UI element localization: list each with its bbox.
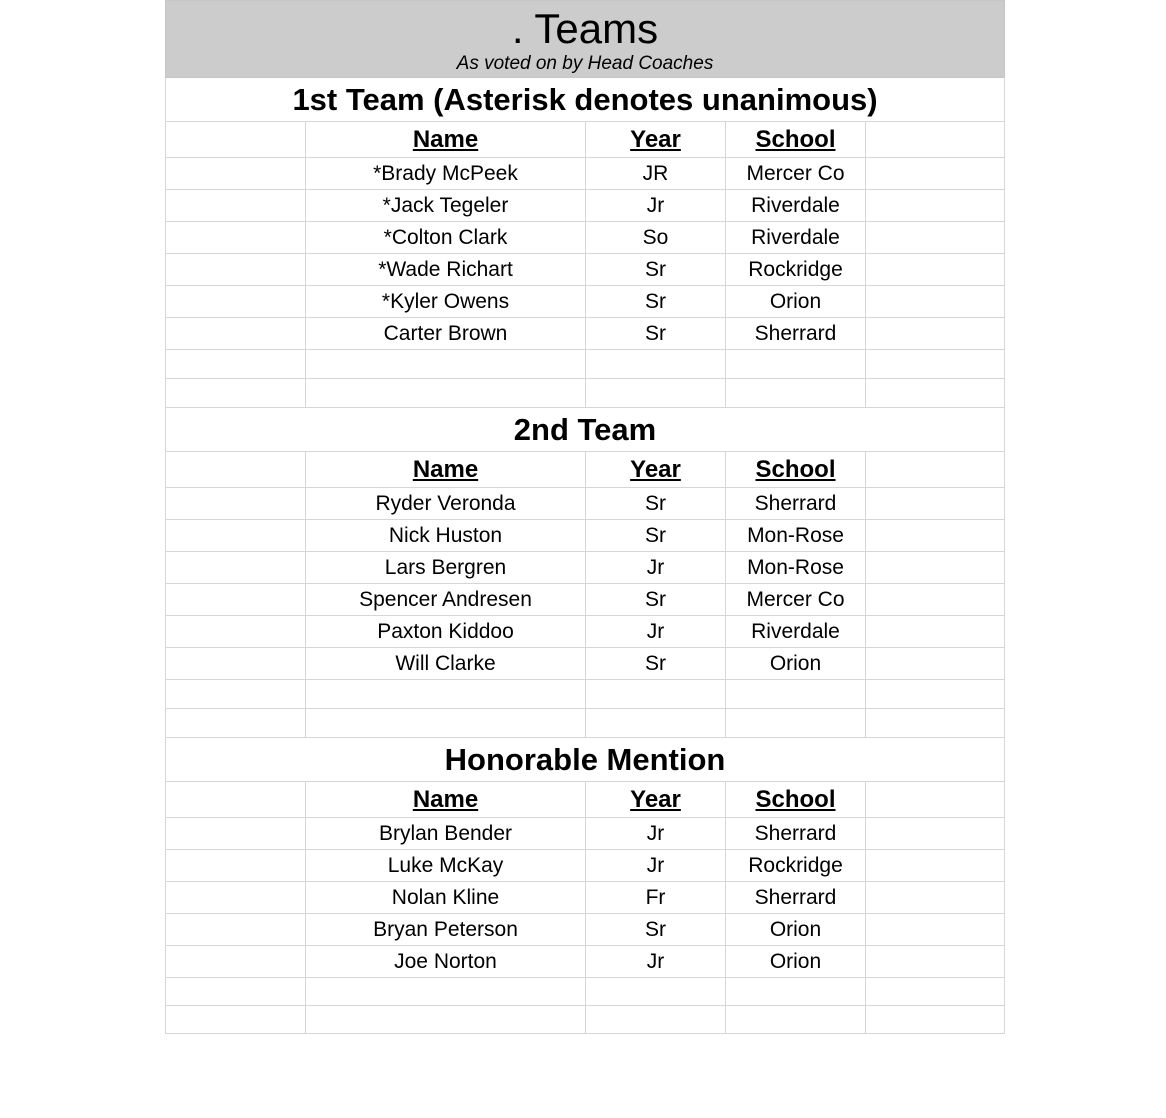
empty-cell[interactable]	[725, 350, 865, 378]
empty-cell[interactable]	[165, 914, 305, 945]
section-title-row	[165, 408, 1005, 452]
empty-cell[interactable]	[725, 1006, 865, 1033]
empty-cell[interactable]	[585, 379, 725, 407]
empty-cell[interactable]	[865, 709, 1005, 737]
player-school-cell[interactable]: Sherrard	[725, 488, 865, 519]
player-name-cell[interactable]: Luke McKay	[305, 850, 585, 881]
empty-cell[interactable]	[865, 190, 1005, 221]
player-school-cell[interactable]: Riverdale	[725, 222, 865, 253]
player-school-cell[interactable]: Mercer Co	[725, 158, 865, 189]
empty-cell[interactable]	[165, 350, 305, 378]
empty-cell[interactable]	[165, 379, 305, 407]
table-row	[165, 318, 1005, 350]
empty-cell[interactable]	[865, 552, 1005, 583]
empty-cell[interactable]	[305, 1006, 585, 1033]
player-year-cell[interactable]: Jr	[585, 190, 725, 221]
empty-cell[interactable]	[725, 978, 865, 1005]
empty-cell[interactable]	[165, 552, 305, 583]
table-row	[165, 914, 1005, 946]
empty-cell[interactable]	[165, 882, 305, 913]
empty-cell[interactable]	[865, 452, 1005, 487]
player-name-cell[interactable]: Nick Huston	[305, 520, 585, 551]
section-title: 1st Team (Asterisk denotes unanimous)	[165, 78, 1005, 121]
empty-cell[interactable]	[165, 680, 305, 708]
player-year-cell[interactable]: Sr	[585, 488, 725, 519]
table-row	[165, 648, 1005, 680]
empty-cell[interactable]	[865, 782, 1005, 817]
player-name-cell[interactable]: *Kyler Owens	[305, 286, 585, 317]
empty-cell[interactable]	[165, 946, 305, 977]
player-school-cell[interactable]: Sherrard	[725, 818, 865, 849]
empty-cell[interactable]	[865, 680, 1005, 708]
player-school-cell[interactable]: Orion	[725, 286, 865, 317]
player-name-cell[interactable]: Joe Norton	[305, 946, 585, 977]
empty-cell[interactable]	[865, 914, 1005, 945]
player-year-cell[interactable]: Sr	[585, 584, 725, 615]
empty-cell[interactable]	[165, 488, 305, 519]
blank-row	[165, 680, 1005, 709]
year-column-header[interactable]: Year	[585, 122, 725, 157]
empty-cell[interactable]	[865, 286, 1005, 317]
empty-cell[interactable]	[305, 379, 585, 407]
player-school-cell[interactable]: Rockridge	[725, 254, 865, 285]
empty-cell[interactable]	[165, 978, 305, 1005]
empty-cell[interactable]	[585, 1006, 725, 1033]
page-subtitle: As voted on by Head Coaches	[456, 53, 714, 74]
empty-cell[interactable]	[305, 709, 585, 737]
school-column-header[interactable]: School	[725, 122, 865, 157]
column-header-row	[165, 122, 1005, 158]
player-year-cell[interactable]: Sr	[585, 914, 725, 945]
empty-cell[interactable]	[165, 782, 305, 817]
empty-cell[interactable]	[585, 709, 725, 737]
empty-cell[interactable]	[865, 1006, 1005, 1033]
empty-cell[interactable]	[165, 520, 305, 551]
empty-cell[interactable]	[865, 520, 1005, 551]
player-year-cell[interactable]: Jr	[585, 616, 725, 647]
table-row	[165, 552, 1005, 584]
empty-cell[interactable]	[165, 190, 305, 221]
empty-cell[interactable]	[865, 584, 1005, 615]
empty-cell[interactable]	[865, 122, 1005, 157]
empty-cell[interactable]	[725, 680, 865, 708]
table-row	[165, 190, 1005, 222]
player-school-cell[interactable]: Riverdale	[725, 616, 865, 647]
section-title: 2nd Team	[165, 408, 1005, 451]
player-year-cell[interactable]: Jr	[585, 850, 725, 881]
blank-row	[165, 379, 1005, 408]
empty-cell[interactable]	[165, 318, 305, 349]
player-name-cell[interactable]: Nolan Kline	[305, 882, 585, 913]
player-name-cell[interactable]: Bryan Peterson	[305, 914, 585, 945]
empty-cell[interactable]	[865, 488, 1005, 519]
column-header-row	[165, 452, 1005, 488]
player-year-cell[interactable]: Fr	[585, 882, 725, 913]
table-row	[165, 882, 1005, 914]
empty-cell[interactable]	[165, 616, 305, 647]
player-school-cell[interactable]: Mon-Rose	[725, 520, 865, 551]
player-name-cell[interactable]: Paxton Kiddoo	[305, 616, 585, 647]
empty-cell[interactable]	[305, 978, 585, 1005]
blank-row	[165, 1006, 1005, 1034]
player-name-cell[interactable]: *Colton Clark	[305, 222, 585, 253]
empty-cell[interactable]	[865, 882, 1005, 913]
empty-cell[interactable]	[865, 648, 1005, 679]
player-year-cell[interactable]: Sr	[585, 286, 725, 317]
empty-cell[interactable]	[165, 709, 305, 737]
section-title: Honorable Mention	[165, 738, 1005, 781]
empty-cell[interactable]	[165, 818, 305, 849]
table-row	[165, 488, 1005, 520]
empty-cell[interactable]	[585, 978, 725, 1005]
name-column-header[interactable]: Name	[305, 782, 585, 817]
table-row	[165, 850, 1005, 882]
sheet-header	[165, 0, 1005, 78]
empty-cell[interactable]	[865, 850, 1005, 881]
table-row	[165, 818, 1005, 850]
empty-cell[interactable]	[865, 350, 1005, 378]
player-school-cell[interactable]: Sherrard	[725, 882, 865, 913]
empty-cell[interactable]	[165, 122, 305, 157]
empty-cell[interactable]	[165, 850, 305, 881]
empty-cell[interactable]	[305, 680, 585, 708]
empty-cell[interactable]	[865, 978, 1005, 1005]
empty-cell[interactable]	[725, 709, 865, 737]
empty-cell[interactable]	[165, 452, 305, 487]
empty-cell[interactable]	[165, 158, 305, 189]
empty-cell[interactable]	[165, 286, 305, 317]
player-name-cell[interactable]: *Wade Richart	[305, 254, 585, 285]
player-name-cell[interactable]: Spencer Andresen	[305, 584, 585, 615]
table-row	[165, 584, 1005, 616]
empty-cell[interactable]	[305, 350, 585, 378]
section-title-row	[165, 78, 1005, 122]
player-school-cell[interactable]: Sherrard	[725, 318, 865, 349]
school-column-header[interactable]: School	[725, 782, 865, 817]
table-row	[165, 254, 1005, 286]
player-name-cell[interactable]: Lars Bergren	[305, 552, 585, 583]
empty-cell[interactable]	[865, 222, 1005, 253]
player-school-cell[interactable]: Riverdale	[725, 190, 865, 221]
player-year-cell[interactable]: Jr	[585, 552, 725, 583]
empty-cell[interactable]	[165, 648, 305, 679]
player-year-cell[interactable]: So	[585, 222, 725, 253]
empty-cell[interactable]	[865, 318, 1005, 349]
player-name-cell[interactable]: Carter Brown	[305, 318, 585, 349]
table-row	[165, 158, 1005, 190]
table-row	[165, 286, 1005, 318]
name-column-header[interactable]: Name	[305, 452, 585, 487]
blank-row	[165, 350, 1005, 379]
section-title-row	[165, 738, 1005, 782]
empty-cell[interactable]	[865, 379, 1005, 407]
player-school-cell[interactable]: Mercer Co	[725, 584, 865, 615]
blank-row	[165, 709, 1005, 738]
empty-cell[interactable]	[865, 254, 1005, 285]
player-year-cell[interactable]: Sr	[585, 520, 725, 551]
player-school-cell[interactable]: Orion	[725, 648, 865, 679]
blank-row	[165, 978, 1005, 1006]
empty-cell[interactable]	[585, 350, 725, 378]
empty-cell[interactable]	[865, 158, 1005, 189]
empty-cell[interactable]	[165, 1006, 305, 1033]
player-year-cell[interactable]: Sr	[585, 648, 725, 679]
column-header-row	[165, 782, 1005, 818]
player-name-cell[interactable]: Brylan Bender	[305, 818, 585, 849]
year-column-header[interactable]: Year	[585, 782, 725, 817]
player-school-cell[interactable]: Orion	[725, 946, 865, 977]
empty-cell[interactable]	[165, 584, 305, 615]
table-row	[165, 946, 1005, 978]
table-row	[165, 520, 1005, 552]
player-name-cell[interactable]: *Jack Tegeler	[305, 190, 585, 221]
school-column-header[interactable]: School	[725, 452, 865, 487]
player-year-cell[interactable]: Jr	[585, 946, 725, 977]
player-school-cell[interactable]: Orion	[725, 914, 865, 945]
name-column-header[interactable]: Name	[305, 122, 585, 157]
page-title: . Teams	[511, 5, 659, 52]
empty-cell[interactable]	[865, 616, 1005, 647]
player-school-cell[interactable]: Rockridge	[725, 850, 865, 881]
empty-cell[interactable]	[165, 254, 305, 285]
player-year-cell[interactable]: JR	[585, 158, 725, 189]
spreadsheet	[165, 0, 1005, 1034]
empty-cell[interactable]	[725, 379, 865, 407]
empty-cell[interactable]	[865, 818, 1005, 849]
table-row	[165, 222, 1005, 254]
player-year-cell[interactable]: Jr	[585, 818, 725, 849]
player-year-cell[interactable]: Sr	[585, 318, 725, 349]
player-year-cell[interactable]: Sr	[585, 254, 725, 285]
player-name-cell[interactable]: Will Clarke	[305, 648, 585, 679]
player-name-cell[interactable]: Ryder Veronda	[305, 488, 585, 519]
empty-cell[interactable]	[165, 222, 305, 253]
player-name-cell[interactable]: *Brady McPeek	[305, 158, 585, 189]
empty-cell[interactable]	[865, 946, 1005, 977]
player-school-cell[interactable]: Mon-Rose	[725, 552, 865, 583]
year-column-header[interactable]: Year	[585, 452, 725, 487]
empty-cell[interactable]	[585, 680, 725, 708]
sections-container	[165, 78, 1005, 1034]
table-row	[165, 616, 1005, 648]
